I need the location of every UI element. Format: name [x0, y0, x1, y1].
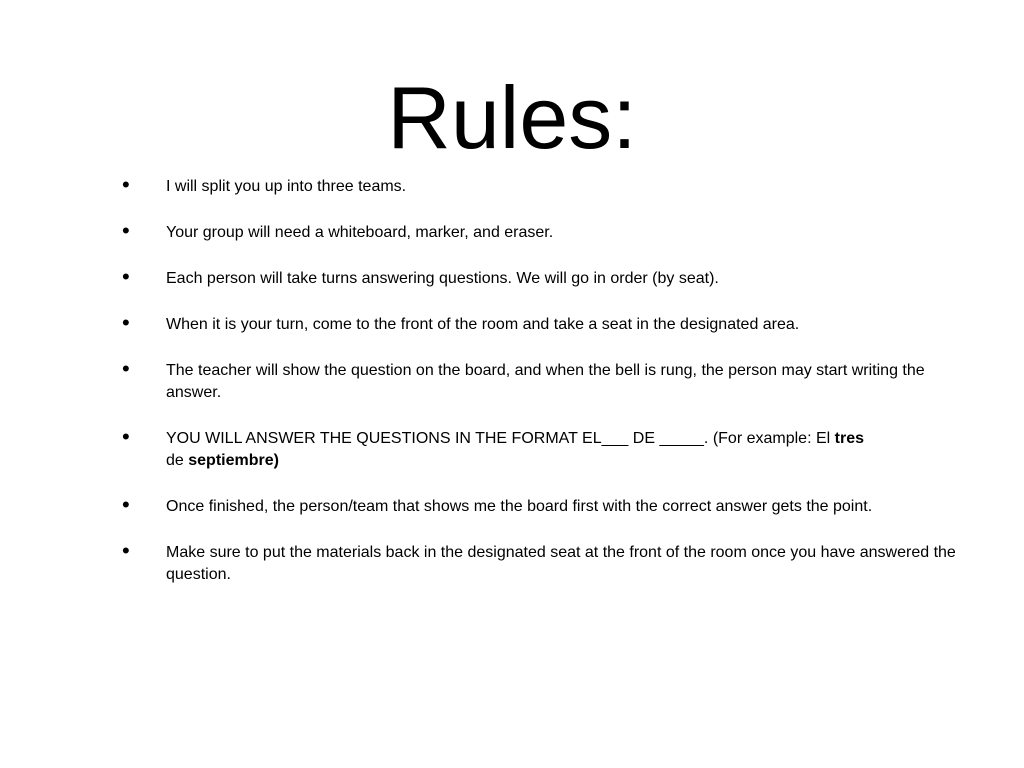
- bullet-icon: •: [122, 492, 130, 517]
- bullet-icon: •: [122, 218, 130, 243]
- bullet-icon: •: [122, 310, 130, 335]
- list-item: [0, 218, 966, 244]
- rule-text-format-example: [166, 430, 864, 469]
- slide-title: Rules:: [387, 68, 637, 167]
- rule-text: Make sure to put the materials back in the designated seat at the front of the room once you have answered the question.: [166, 544, 956, 583]
- bullet-icon: •: [122, 172, 130, 197]
- list-item: [0, 356, 966, 404]
- list-item: [0, 172, 966, 198]
- bullet-icon: •: [122, 356, 130, 381]
- list-item: [0, 264, 966, 290]
- rule-text: The teacher will show the question on the board, and when the bell is rung, the person may start writing the answer.: [166, 362, 925, 401]
- rule-text-part: YOU WILL ANSWER THE QUESTIONS IN THE FORMAT EL___ DE _____. (For example: El: [166, 430, 835, 447]
- rule-text: When it is your turn, come to the front of the room and take a seat in the designated area.: [166, 316, 800, 333]
- bullet-icon: •: [122, 538, 130, 563]
- list-item: [0, 424, 966, 472]
- list-item: [0, 310, 966, 336]
- rule-text: I will split you up into three teams.: [166, 178, 407, 195]
- rule-text-bold: septiembre): [188, 452, 279, 469]
- list-item: [0, 492, 966, 518]
- rule-text-bold: tres: [834, 430, 864, 447]
- rule-text: Your group will need a whiteboard, marker, and eraser.: [166, 224, 554, 241]
- rules-list: [0, 172, 1024, 610]
- bullet-icon: •: [122, 424, 130, 449]
- rule-text: Once finished, the person/team that shows me the board first with the correct answer gets the point.: [166, 498, 873, 515]
- bullet-icon: •: [122, 264, 130, 289]
- list-item: [0, 538, 966, 586]
- rule-text: Each person will take turns answering questions. We will go in order (by seat).: [166, 270, 719, 287]
- rule-text-part: de: [166, 452, 189, 469]
